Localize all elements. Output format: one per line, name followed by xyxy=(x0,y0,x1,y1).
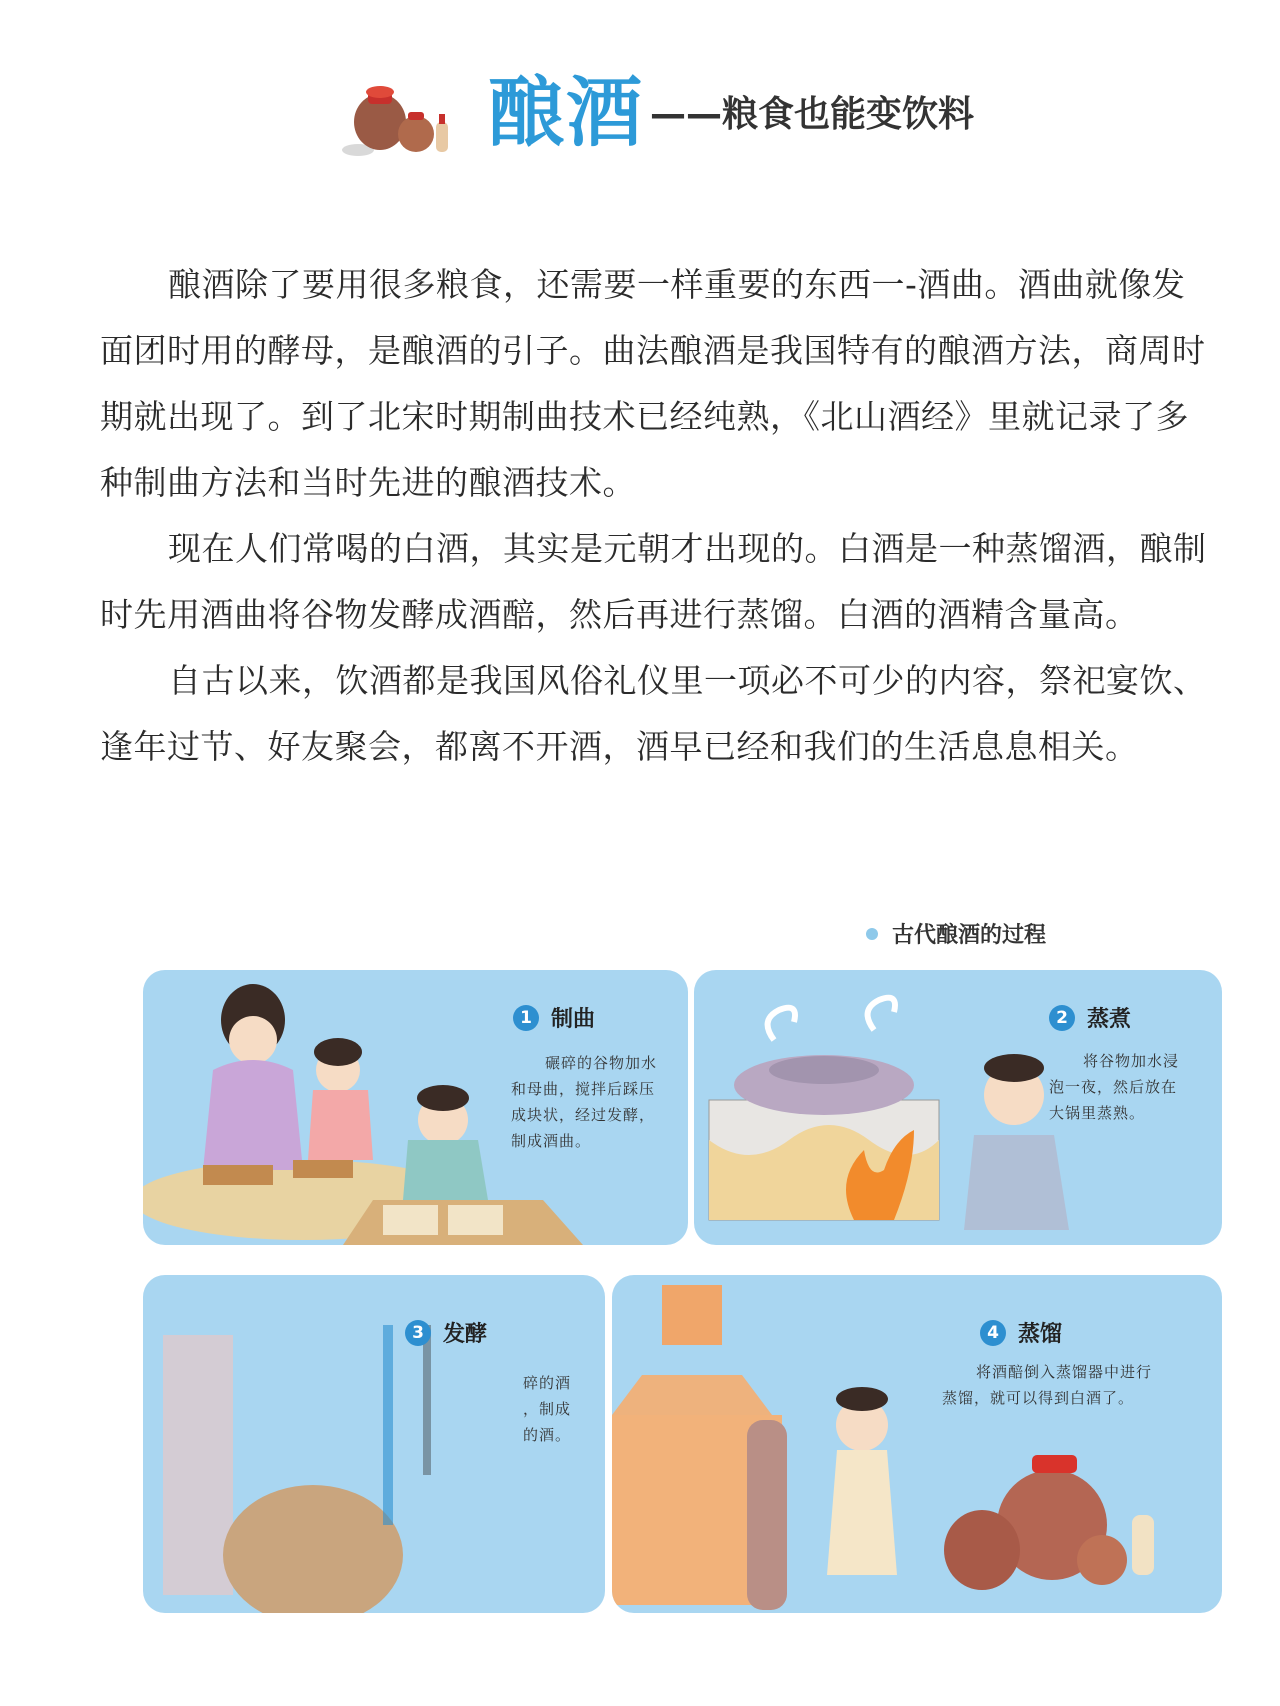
paragraph: 自古以来，饮酒都是我国风俗礼仪里一项必不可少的内容，祭祀宴饮、逢年过节、好友聚会，都离不开酒，酒早已经和我们的生活息息相关。 xyxy=(100,661,1207,766)
distillation-illustration xyxy=(612,1275,1222,1613)
step-title: 2 蒸煮 xyxy=(1049,1002,1131,1033)
step-description: 将酒醅倒入蒸馏器中进行 蒸馏，就可以得到白酒了。 xyxy=(942,1363,1153,1407)
step-description: 将谷物加水浸 泡一夜，然后放在 大锅里蒸熟。 xyxy=(1049,1052,1180,1122)
step-title: 4 蒸馏 xyxy=(980,1317,1062,1348)
paragraph: 酿酒除了要用很多粮食，还需要一样重要的东西一-酒曲。酒曲就像发面团时用的酵母，是酿酒的引子。曲法酿酒是我国特有的酿酒方法，商周时期就出现了。到了北宋时期制曲技术已经纯熟，《北山酒经》里就记录了多种制曲方法和当时先进的酿酒技术。 xyxy=(100,265,1206,502)
diagram-label-text: 古代酿酒的过程 xyxy=(892,923,1047,948)
step-description: 碾碎的谷物加水 和母曲，搅拌后踩压 成块状，经过发酵， 制成酒曲。 xyxy=(511,1054,658,1150)
step-title: 1 制曲 xyxy=(513,1002,595,1033)
page-subtitle: ——粮食也能变饮料 xyxy=(650,94,975,135)
page-title: 酿酒 xyxy=(488,68,644,157)
step-number-badge: 3 xyxy=(405,1320,431,1346)
article-body xyxy=(100,252,1210,780)
step-panel-1 xyxy=(143,970,688,1245)
step-description: 碎的酒 ，制成 的酒。 xyxy=(523,1374,572,1444)
step-panel-3 xyxy=(143,1275,605,1613)
page-header xyxy=(0,60,1280,170)
wine-jars-icon xyxy=(338,70,458,160)
bullet-dot-icon xyxy=(866,928,878,940)
step-panel-2 xyxy=(694,970,1222,1245)
diagram-label xyxy=(866,918,1046,949)
step-title: 3 发酵 xyxy=(405,1317,487,1348)
step-panel-4 xyxy=(612,1275,1222,1613)
paragraph: 现在人们常喝的白酒，其实是元朝才出现的。白酒是一种蒸馏酒，酿制时先用酒曲将谷物发酵成酒醅，然后再进行蒸馏。白酒的酒精含量高。 xyxy=(100,529,1207,634)
step-number-badge: 2 xyxy=(1049,1005,1075,1031)
step-number-badge: 1 xyxy=(513,1005,539,1031)
step-number-badge: 4 xyxy=(980,1320,1006,1346)
